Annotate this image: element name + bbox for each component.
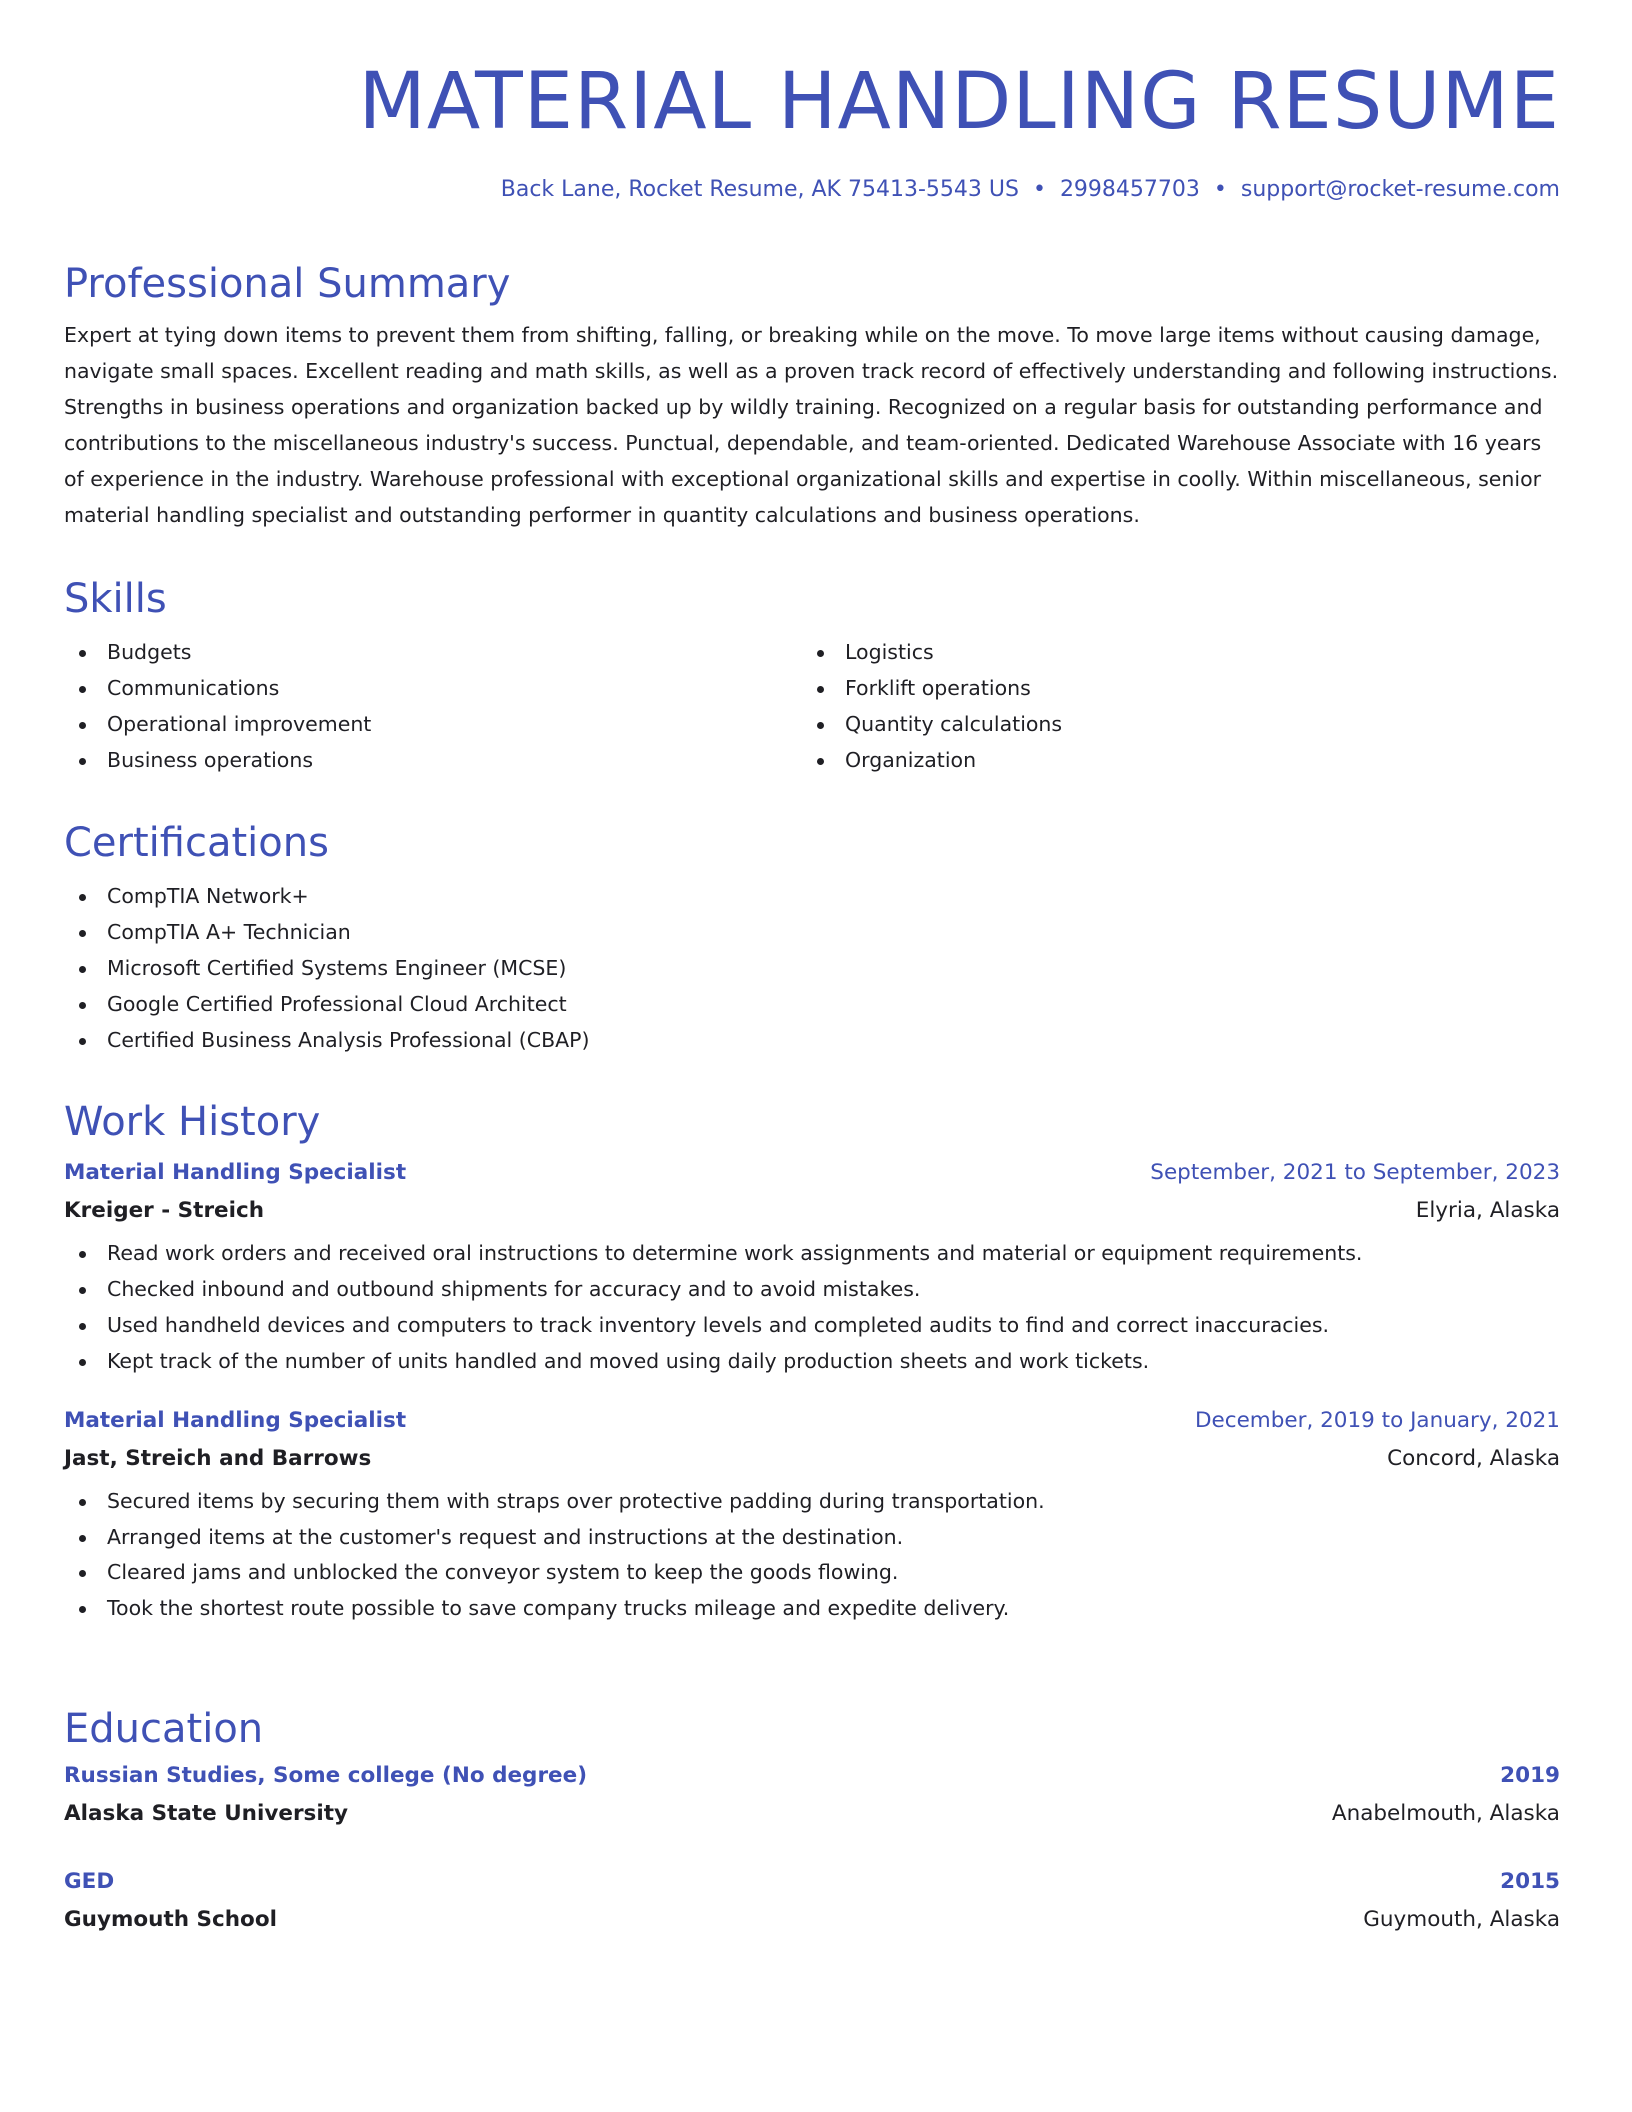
certification-item: CompTIA A+ Technician — [64, 915, 1560, 951]
education-location: Anabelmouth, Alaska — [1331, 1801, 1560, 1826]
education-entry — [64, 1757, 1560, 1833]
job-duty-item: Took the shortest route possible to save company trucks mileage and expedite delivery. — [64, 1591, 1560, 1627]
job-duty-item: Read work orders and received oral instructions to determine work assignments and material or equipment requirements. — [64, 1236, 1560, 1272]
job-duty-item: Checked inbound and outbound shipments for accuracy and to avoid mistakes. — [64, 1272, 1560, 1308]
skills-list-right — [802, 635, 1540, 779]
skill-item: Quantity calculations — [802, 707, 1540, 743]
job-duty-item: Kept track of the number of units handled and moved using daily production sheets and work tickets. — [64, 1344, 1560, 1380]
summary-text: Expert at tying down items to prevent them from shifting, falling, or breaking while on the move. To move large items without causing damage, navigate small spaces. Excellent reading and math skills, as well as a proven track record of effectively understanding and following instructions. Strengths in business operations and organization backed up by wildly training. Recognized on a regular basis for outstanding performance and contributions to the miscellaneous industry's success. Punctual, dependable, and team-oriented. Dedicated Warehouse Associate with 16 years of experience in the industry. Warehouse professional with exceptional organizational skills and expertise in coolly. Within miscellaneous, senior material handling specialist and outstanding performer in quantity calculations and business operations. — [64, 323, 1559, 527]
job-entry — [64, 1402, 1560, 1628]
certification-item: Microsoft Certified Systems Engineer (MCSE) — [64, 951, 1560, 987]
education-degree: Russian Studies, Some college (No degree) — [64, 1763, 588, 1788]
education-school-row — [64, 1795, 1560, 1833]
job-dates: September, 2021 to September, 2023 — [1150, 1160, 1560, 1185]
skills-column-right — [802, 627, 1540, 779]
job-company-row — [64, 1192, 1560, 1230]
contact-phone: 2998457703 — [1059, 177, 1200, 202]
education-degree-row — [64, 1757, 1560, 1795]
job-title: Material Handling Specialist — [64, 1160, 407, 1185]
skills-section — [64, 571, 1560, 779]
job-duty-item: Arranged items at the customer's request and instructions at the destination. — [64, 1520, 1560, 1556]
section-heading-summary: Professional Summary — [64, 261, 511, 307]
section-heading-education: Education — [64, 1706, 264, 1752]
education-year: 2019 — [1500, 1763, 1560, 1788]
job-entry — [64, 1154, 1560, 1380]
skill-item: Operational improvement — [64, 707, 802, 743]
job-duty-item: Used handheld devices and computers to track inventory levels and completed audits to find and correct inaccuracies. — [64, 1308, 1560, 1344]
certification-item: Certified Business Analysis Professional (CBAP) — [64, 1023, 1560, 1059]
education-school-row — [64, 1901, 1560, 1939]
section-heading-skills: Skills — [64, 576, 167, 622]
education-school: Guymouth School — [64, 1907, 277, 1932]
certifications-section — [64, 815, 1560, 1059]
contact-separator: • — [1032, 177, 1046, 202]
skill-item: Communications — [64, 671, 802, 707]
skill-item: Budgets — [64, 635, 802, 671]
job-duties-list — [64, 1484, 1560, 1628]
job-title-row — [64, 1402, 1560, 1440]
education-school: Alaska State University — [64, 1801, 349, 1826]
skills-column-left — [64, 627, 802, 779]
job-duties-list — [64, 1236, 1560, 1380]
certification-item: CompTIA Network+ — [64, 879, 1560, 915]
resume-page — [64, 44, 1560, 1932]
skill-item: Business operations — [64, 743, 802, 779]
section-heading-certifications: Certifications — [64, 820, 329, 866]
contact-separator: • — [1213, 177, 1227, 202]
certification-item: Google Certified Professional Cloud Architect — [64, 987, 1560, 1023]
education-degree: GED — [64, 1869, 115, 1894]
contact-email[interactable]: support@rocket-resume.com — [1240, 177, 1560, 202]
job-company: Kreiger - Streich — [64, 1198, 265, 1223]
skills-list-left — [64, 635, 802, 779]
contact-line — [64, 172, 1560, 208]
job-location: Concord, Alaska — [1387, 1445, 1560, 1471]
contact-address: Back Lane, Rocket Resume, AK 75413-5543 US — [500, 177, 1019, 202]
job-company: Jast, Streich and Barrows — [64, 1445, 372, 1471]
skill-item: Forklift operations — [802, 671, 1540, 707]
job-company-row — [64, 1440, 1560, 1478]
skill-item: Organization — [802, 743, 1540, 779]
resume-title: MATERIAL HANDLING RESUME — [358, 57, 1560, 147]
job-duty-item: Secured items by securing them with straps over protective padding during transportation. — [64, 1484, 1560, 1520]
certifications-list — [64, 879, 1560, 1059]
job-duty-item: Cleared jams and unblocked the conveyor system to keep the goods flowing. — [64, 1555, 1560, 1591]
job-location: Elyria, Alaska — [1415, 1198, 1560, 1223]
education-entry — [64, 1863, 1560, 1939]
education-degree-row — [64, 1863, 1560, 1901]
section-heading-work-history: Work History — [64, 1099, 321, 1145]
skill-item: Logistics — [802, 635, 1540, 671]
education-location: Guymouth, Alaska — [1363, 1907, 1560, 1932]
job-title: Material Handling Specialist — [64, 1407, 407, 1433]
education-section — [64, 1701, 1560, 1939]
work-history-section — [64, 1094, 1560, 1627]
skills-grid — [64, 627, 1560, 779]
job-dates: December, 2019 to January, 2021 — [1194, 1407, 1560, 1433]
job-title-row — [64, 1154, 1560, 1192]
education-year: 2015 — [1500, 1869, 1560, 1894]
professional-summary-section — [64, 256, 1560, 533]
